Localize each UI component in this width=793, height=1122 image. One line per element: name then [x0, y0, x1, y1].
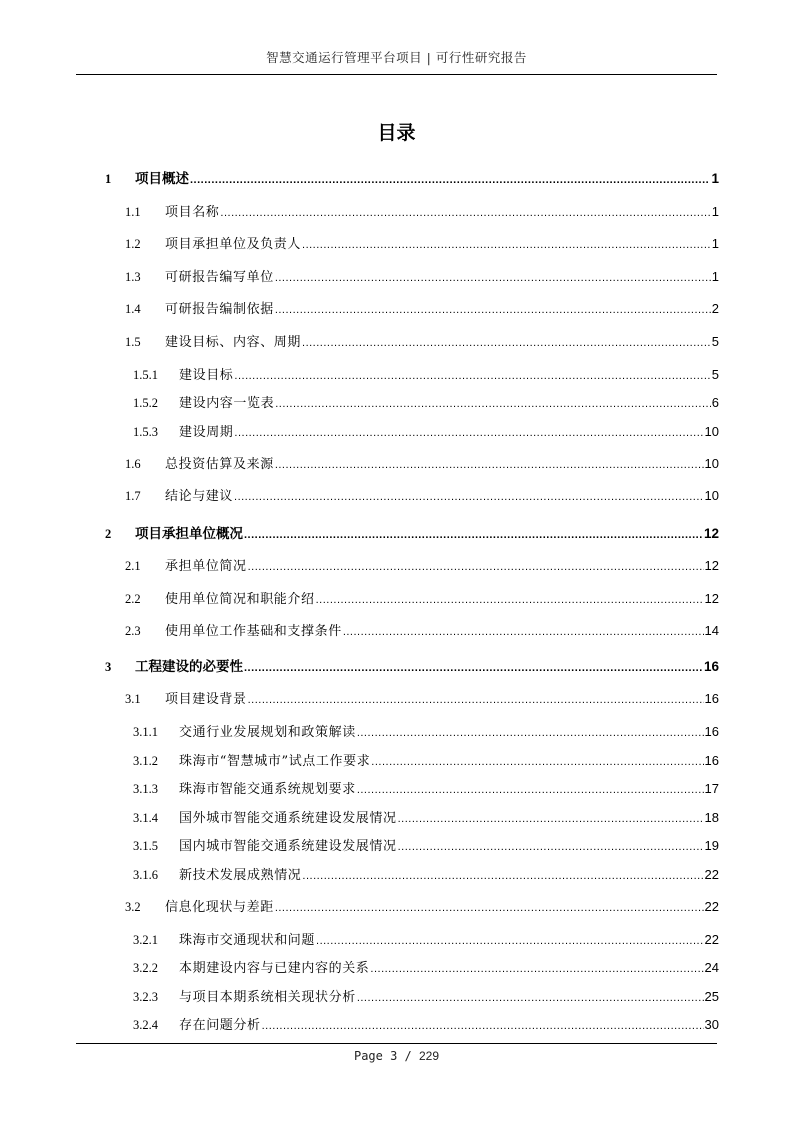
toc-leader-dots	[244, 657, 703, 679]
toc-leader-dots	[370, 958, 703, 980]
toc-leader-dots	[357, 779, 704, 801]
footer-divider	[76, 1043, 717, 1044]
toc-entry-number: 3.1.1	[133, 725, 158, 739]
toc-entry-page: 19	[704, 838, 719, 853]
toc-leader-dots	[234, 365, 710, 387]
toc-entry-page: 12	[704, 591, 719, 606]
toc-entry-label: 项目名称	[165, 205, 220, 220]
toc-entry-label: 结论与建议	[165, 489, 234, 504]
toc-entry-number: 3.1	[125, 692, 141, 706]
toc-entry-number: 3.2.1	[133, 933, 158, 947]
toc-entry[interactable]	[133, 364, 719, 386]
toc-entry[interactable]	[125, 688, 719, 710]
toc-entry-label: 工程建设的必要性	[135, 659, 243, 675]
toc-entry-label: 信息化现状与差距	[165, 900, 274, 915]
toc-entry-label: 使用单位简况和职能介绍	[165, 592, 315, 607]
toc-entry-page: 22	[704, 932, 719, 947]
toc-entry-label: 项目承担单位及负责人	[165, 237, 302, 252]
toc-entry-page: 16	[704, 724, 719, 739]
toc-leader-dots	[275, 897, 704, 919]
toc-leader-dots	[275, 454, 704, 476]
toc-entry[interactable]	[133, 750, 719, 772]
toc-entry-page: 6	[711, 395, 719, 410]
toc-leader-dots	[302, 332, 711, 354]
toc-entry-number: 3.1.3	[133, 782, 158, 796]
toc-entry-page: 12	[704, 558, 719, 573]
toc-entry-number: 1.5.1	[133, 368, 158, 382]
toc-entry-page: 17	[704, 781, 719, 796]
toc-entry-label: 存在问题分析	[179, 1018, 261, 1033]
toc-entry-page: 30	[704, 1017, 719, 1032]
toc-entry-page: 16	[703, 659, 719, 674]
toc-entry-label: 本期建设内容与已建内容的关系	[179, 961, 370, 976]
toc-entry-page: 16	[704, 753, 719, 768]
toc-entry[interactable]	[105, 523, 719, 545]
toc-entry-number: 3.1.6	[133, 868, 158, 882]
toc-entry-number: 3.2.3	[133, 990, 158, 1004]
toc-entry-number: 1.6	[125, 457, 141, 471]
toc-entry-label: 新技术发展成熟情况	[179, 868, 302, 883]
toc-entry-label: 交通行业发展规划和政策解读	[179, 725, 356, 740]
toc-entry-label: 珠海市智能交通系统规划要求	[179, 782, 356, 797]
toc-entry[interactable]	[125, 485, 719, 507]
toc-entry-number: 1.2	[125, 237, 141, 251]
toc-leader-dots	[371, 751, 703, 773]
toc-entry-page: 25	[704, 989, 719, 1004]
toc-entry[interactable]	[125, 331, 719, 353]
toc-entry-number: 1.5	[125, 335, 141, 349]
toc-leader-dots	[316, 930, 704, 952]
toc-entry[interactable]	[105, 656, 719, 678]
toc-leader-dots	[248, 556, 704, 578]
toc-entry-page: 1	[711, 269, 719, 284]
toc-entry-page: 10	[704, 456, 719, 471]
toc-entry[interactable]	[133, 835, 719, 857]
toc-leader-dots	[357, 987, 704, 1009]
toc-entry-label: 项目概述	[135, 171, 189, 187]
toc-entry-number: 1.5.2	[133, 396, 158, 410]
toc-entry-label: 建设目标、内容、周期	[165, 335, 302, 350]
toc-leader-dots	[357, 722, 704, 744]
toc-entry[interactable]	[125, 266, 719, 288]
toc-entry-page: 18	[704, 810, 719, 825]
toc-leader-dots	[316, 589, 704, 611]
toc-entry[interactable]	[125, 201, 719, 223]
toc-entry[interactable]	[133, 421, 719, 443]
footer-page-label: Page 3 /	[353, 1049, 419, 1063]
toc-leader-dots	[398, 808, 704, 830]
toc-entry-label: 可研报告编制依据	[165, 302, 274, 317]
toc-entry-number: 2.1	[125, 559, 141, 573]
toc-entry-number: 1.7	[125, 489, 141, 503]
toc-title: 目录	[377, 122, 416, 144]
toc-entry[interactable]	[125, 896, 719, 918]
toc-entry-page: 2	[711, 301, 719, 316]
toc-entry-page: 22	[704, 899, 719, 914]
toc-entry-label: 总投资估算及来源	[165, 457, 274, 472]
toc-entry[interactable]	[133, 1014, 719, 1036]
toc-entry[interactable]	[125, 453, 719, 475]
header-text: 智慧交通运行管理平台项目 | 可行性研究报告	[266, 50, 527, 65]
toc-entry-label: 承担单位简况	[165, 559, 247, 574]
page-header	[76, 46, 717, 75]
toc-entry-label: 可研报告编写单位	[165, 270, 274, 285]
toc-entry-label: 与项目本期系统相关现状分析	[179, 990, 356, 1005]
toc-entry-number: 3	[105, 660, 112, 674]
toc-entry[interactable]	[105, 168, 719, 190]
toc-entry[interactable]	[133, 392, 719, 414]
toc-entry-page: 5	[711, 367, 719, 382]
toc-entry-page: 5	[711, 334, 719, 349]
toc-entry-page: 16	[704, 691, 719, 706]
toc-entry-label: 珠海市“智慧城市”试点工作要求	[179, 754, 371, 769]
toc-entry-number: 1.1	[125, 205, 141, 219]
toc-entry-number: 3.1.4	[133, 811, 158, 825]
toc-leader-dots	[190, 169, 710, 191]
toc-entry[interactable]	[125, 233, 719, 255]
toc-entry-label: 建设内容一览表	[179, 396, 275, 411]
toc-entry-number: 3.1.2	[133, 754, 158, 768]
toc-entry-number: 1.4	[125, 302, 141, 316]
toc-entry-label: 建设目标	[179, 368, 234, 383]
toc-entry-label: 国内城市智能交通系统建设发展情况	[179, 839, 397, 854]
toc-entry-page: 1	[711, 236, 719, 251]
toc-entry[interactable]	[133, 929, 719, 951]
toc-entry-number: 2.2	[125, 592, 141, 606]
toc-entry-label: 珠海市交通现状和问题	[179, 933, 316, 948]
toc-entry[interactable]	[133, 778, 719, 800]
toc-leader-dots	[302, 234, 711, 256]
toc-leader-dots	[398, 836, 704, 858]
toc-entry[interactable]	[125, 620, 719, 642]
toc-entry[interactable]	[133, 721, 719, 743]
toc-leader-dots	[343, 621, 704, 643]
toc-entry[interactable]	[133, 986, 719, 1008]
toc-entry-number: 3.1.5	[133, 839, 158, 853]
toc-entry[interactable]	[133, 864, 719, 886]
toc-leader-dots	[234, 486, 704, 508]
toc-entry-number: 1.5.3	[133, 425, 158, 439]
toc-leader-dots	[220, 202, 710, 224]
toc-entry-label: 建设周期	[179, 425, 234, 440]
page-footer	[0, 1049, 793, 1063]
toc-entry-label: 使用单位工作基础和支撑条件	[165, 624, 342, 639]
toc-entry[interactable]	[133, 957, 719, 979]
toc-entry-number: 3.2	[125, 900, 141, 914]
toc-leader-dots	[244, 524, 703, 546]
toc-entry-page: 14	[704, 623, 719, 638]
toc-leader-dots	[248, 689, 704, 711]
toc-entry-number: 1.3	[125, 270, 141, 284]
toc-entry-page: 10	[704, 424, 719, 439]
toc-entry-page: 1	[711, 171, 719, 186]
toc-entry-page: 12	[703, 526, 719, 541]
toc-entry[interactable]	[133, 807, 719, 829]
toc-entry-number: 2	[105, 527, 112, 541]
toc-entry-page: 10	[704, 488, 719, 503]
toc-entry-label: 项目承担单位概况	[135, 526, 243, 542]
footer-total-pages: 229	[419, 1049, 440, 1063]
toc-entry-label: 项目建设背景	[165, 692, 247, 707]
toc-entry[interactable]	[125, 588, 719, 610]
toc-leader-dots	[302, 865, 703, 887]
toc-leader-dots	[275, 267, 711, 289]
toc-entry-number: 3.2.2	[133, 961, 158, 975]
toc-entry-page: 24	[704, 960, 719, 975]
toc-entry-label: 国外城市智能交通系统建设发展情况	[179, 811, 397, 826]
toc-entry-number: 3.2.4	[133, 1018, 158, 1032]
toc-entry[interactable]	[125, 555, 719, 577]
toc-leader-dots	[275, 299, 711, 321]
toc-leader-dots	[234, 422, 703, 444]
toc-entry-number: 2.3	[125, 624, 141, 638]
toc-entry[interactable]	[125, 298, 719, 320]
toc-leader-dots	[275, 393, 711, 415]
toc-leader-dots	[262, 1015, 704, 1037]
toc-entry-page: 22	[704, 867, 719, 882]
toc-entry-number: 1	[105, 172, 112, 186]
toc-entry-page: 1	[711, 204, 719, 219]
